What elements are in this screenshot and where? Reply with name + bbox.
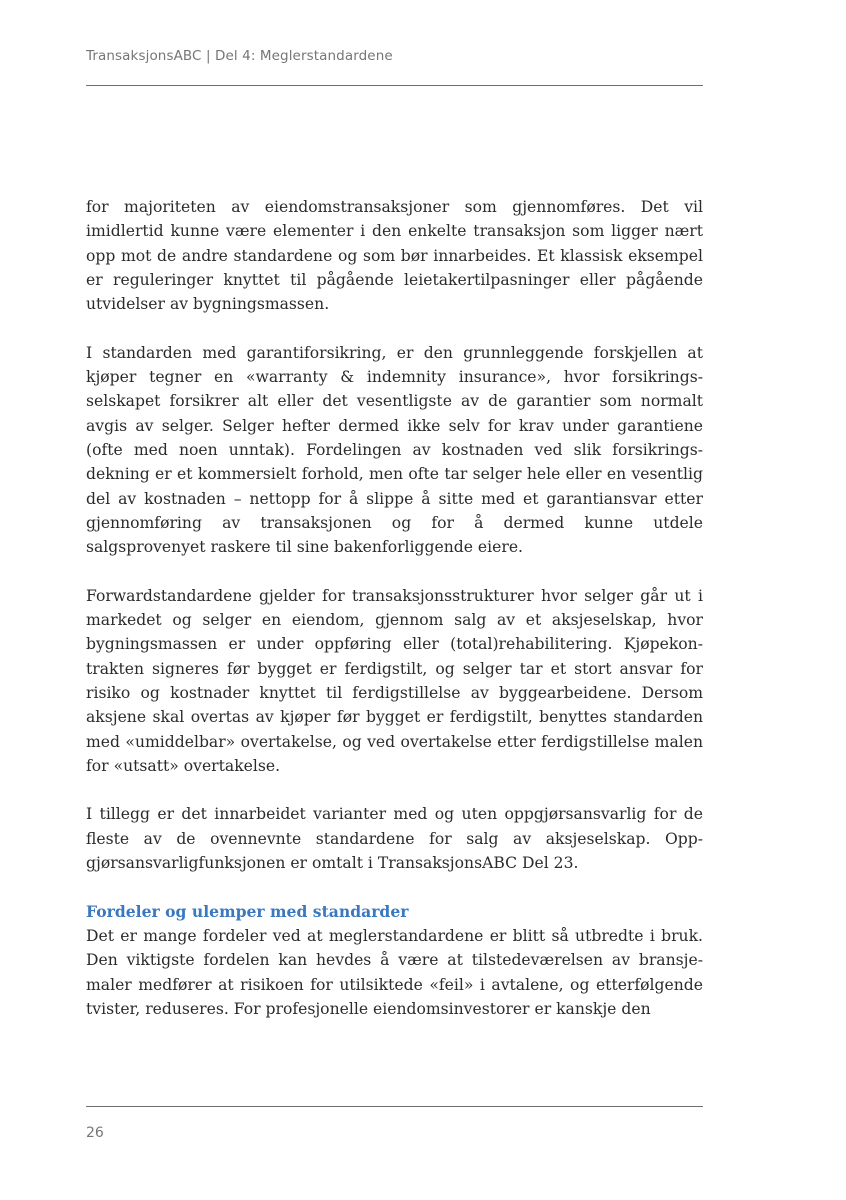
page-number: 26 <box>86 1125 104 1141</box>
section-heading: Fordeler og ulemper med standarder <box>86 901 409 921</box>
page-body <box>86 195 703 1021</box>
body-paragraph: Forwardstandardene gjelder for transaksjonsstrukturer hvor selger går ut i markedet og selger en eiendom, gjennom salg av et aksjeselskap, hvor bygningsmassen er under oppføring eller (total)rehabilitering. Kjøpekontrakten signeres før bygget er ferdigstilt, og selger tar et stort ansvar for risiko og kostnader knyttet til ferdigstillelse av byggearbeidene. Dersom aksjene skal overtas av kjøper før bygget er ferdigstilt, benyttes standarden med «umiddelbar» overtakelse, og ved overtakelse etter ferdigstillelse malen for «utsatt» overtakelse. <box>86 586 703 775</box>
body-paragraph: I tillegg er det innarbeidet varianter med og uten oppgjørsansvarlig for de fleste av de ovennevnte standardene for salg av aksjeselskap. Oppgjørsansvarligfunksjonen er omtalt i TransaksjonsABC Del 23. <box>86 805 703 873</box>
footer-divider <box>86 1106 703 1107</box>
body-paragraph: for majoriteten av eiendomstransaksjoner som gjennomføres. Det vil imidlertid kunne være elementer i den enkelte transaksjon som ligger nært opp mot de andre standardene og som bør innarbeides. Et klassisk eksempel er reguleringer knyttet til pågående leietakertilpasninger eller pågående utvidelser av bygningsmassen. <box>86 198 703 314</box>
body-paragraph: I standarden med garantiforsikring, er den grunnleggende forskjellen at kjøper tegner en «warranty & indemnity insurance», hvor forsikringsselskapet forsikrer alt eller det vesentligste av de garantier som normalt avgis av selger. Selger hefter dermed ikke selv for krav under garantiene (ofte med noen unntak). Fordelingen av kostnaden ved slik forsikringsdekning er et kommersielt forhold, men ofte tar selger hele eller en vesentlig del av kostnaden – nettopp for å slippe å sitte med et garantiansvar etter gjennomføring av transaksjonen og for å dermed kunne utdele salgsprovenyet raskere til sine bakenforliggende eiere. <box>86 343 703 557</box>
section-paragraph: Det er mange fordeler ved at meglerstandardene er blitt så utbredte i bruk. Den viktigste fordelen kan hevdes å være at tilstedeværelsen av bransjemaler medfører at risikoen for utilsiktede «feil» i avtalene, og etterfølgende tvister, reduseres. For profesjonelle eiendomsinvestorer er kanskje den <box>86 926 703 1018</box>
header-divider <box>86 85 703 86</box>
running-header: TransaksjonsABC | Del 4: Meglerstandardene <box>86 48 393 64</box>
